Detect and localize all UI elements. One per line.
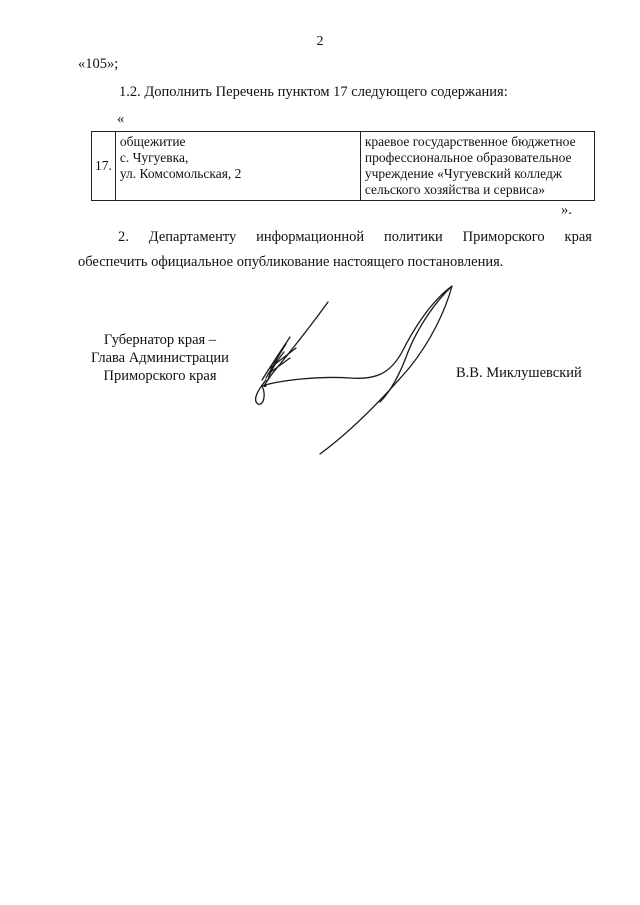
clause-2-first-line <box>118 228 592 246</box>
holder-line: учреждение «Чугуевский колледж <box>364 166 563 181</box>
entry-number: 17. <box>92 132 116 201</box>
clause-2-second-line: обеспечить официальное опубликование настоящего постановления. <box>78 254 504 270</box>
entry-address <box>115 132 360 201</box>
opening-quote: « <box>117 111 125 127</box>
address-line: с. Чугуевка, <box>119 150 189 165</box>
clause-2-word: Приморского <box>462 229 545 245</box>
signatory-name: В.В. Миклушевский <box>456 365 582 381</box>
handwritten-signature <box>240 282 480 462</box>
closing-quote: ». <box>561 202 572 218</box>
signatory-title <box>80 331 240 385</box>
signatory-title-line: Глава Администрации <box>91 350 229 366</box>
clause-1-2: 1.2. Дополнить Перечень пунктом 17 следующего содержания: <box>119 84 508 100</box>
page-number: 2 <box>316 34 324 49</box>
clause-2-word: политики <box>384 229 443 245</box>
signatory-title-line: Губернатор края – <box>103 332 217 348</box>
clause-2-word: 2. <box>118 229 129 245</box>
table-row <box>92 132 595 201</box>
holder-line: краевое государственное бюджетное <box>364 134 576 149</box>
holder-line: профессиональное образовательное <box>364 150 572 165</box>
entry-holder <box>360 132 594 201</box>
clause-2-word: информационной <box>256 229 365 245</box>
address-line: общежитие <box>119 134 186 149</box>
closing-quote-105: «105»; <box>78 56 119 72</box>
signatory-title-line: Приморского края <box>103 368 217 384</box>
clause-2-word: Департаменту <box>148 229 237 245</box>
clause-2-word: края <box>564 229 592 245</box>
entry-table <box>91 131 595 201</box>
address-line: ул. Комсомольская, 2 <box>119 166 242 181</box>
holder-line: сельского хозяйства и сервиса» <box>364 182 546 197</box>
